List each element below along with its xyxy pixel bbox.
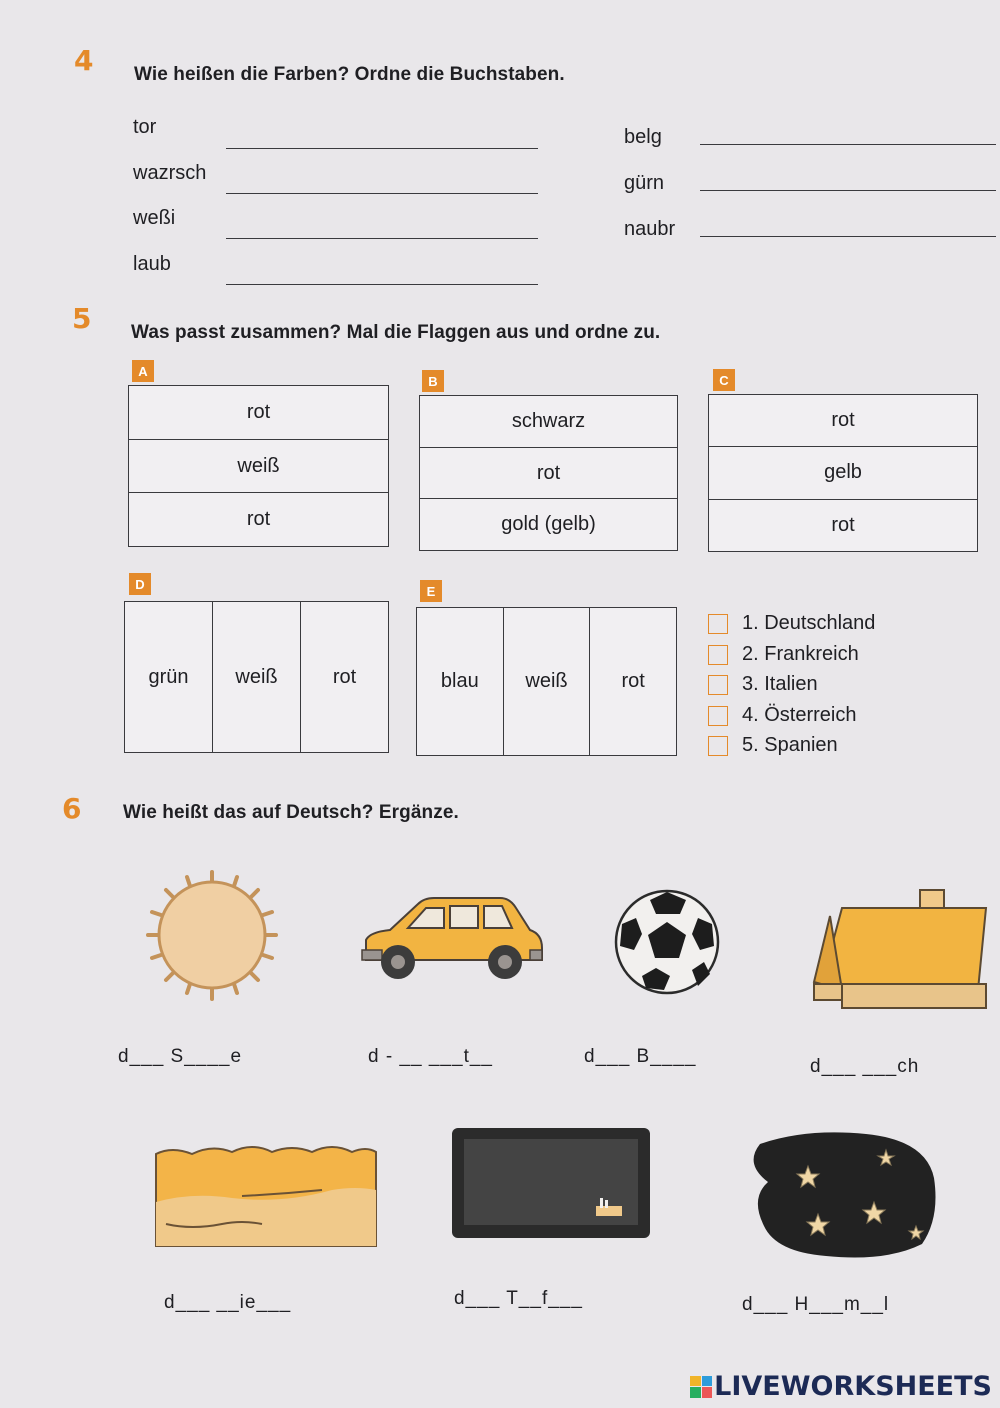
country-option-deutschland[interactable] bbox=[708, 612, 875, 635]
answer-line[interactable] bbox=[226, 284, 538, 285]
country-label: 3. Italien bbox=[742, 673, 818, 695]
liveworksheets-logo bbox=[690, 1371, 992, 1402]
flag-stripe[interactable]: gelb bbox=[709, 446, 977, 498]
answer-checkbox[interactable] bbox=[708, 645, 728, 665]
night-sky-picture bbox=[746, 1128, 938, 1260]
answer-checkbox[interactable] bbox=[708, 706, 728, 726]
answer-checkbox[interactable] bbox=[708, 614, 728, 634]
country-label: 1. Deutschland bbox=[742, 612, 876, 634]
meadow-picture bbox=[152, 1138, 380, 1250]
scrambled-word-wessi: weßi bbox=[133, 207, 176, 229]
word-gap-meadow[interactable]: d___ __ie___ bbox=[164, 1292, 292, 1313]
exercise-5-heading: Was passt zusammen? Mal die Flaggen aus und ordne zu. bbox=[131, 322, 661, 343]
flag-stripe[interactable]: grün bbox=[148, 665, 189, 688]
answer-checkbox[interactable] bbox=[708, 736, 728, 756]
exercise-5-number: 5 bbox=[72, 302, 92, 335]
answer-line[interactable] bbox=[226, 148, 538, 149]
word-gap-sun[interactable]: d___ S____e bbox=[118, 1046, 243, 1067]
ball-picture bbox=[612, 888, 722, 996]
flag-stripe[interactable]: weiß bbox=[129, 439, 388, 493]
answer-checkbox[interactable] bbox=[708, 675, 728, 695]
exercise-6-number: 6 bbox=[62, 792, 82, 825]
scrambled-word-naubr: naubr bbox=[624, 218, 676, 240]
liveworksheets-icon bbox=[690, 1376, 712, 1398]
car-picture bbox=[360, 888, 545, 983]
flag-stripe[interactable]: rot bbox=[831, 409, 855, 432]
flag-tag-c: C bbox=[713, 369, 735, 391]
scrambled-word-laub: laub bbox=[133, 253, 171, 275]
logo-text: LIVEWORKSHEETS bbox=[714, 1371, 992, 1402]
country-option-italien[interactable] bbox=[708, 673, 818, 696]
flag-stripe[interactable]: rot bbox=[129, 492, 388, 546]
flag-d[interactable] bbox=[124, 601, 389, 753]
flag-stripe[interactable]: rot bbox=[709, 499, 977, 551]
blackboard-picture bbox=[450, 1126, 652, 1240]
answer-line[interactable] bbox=[700, 144, 996, 145]
country-option-spanien[interactable] bbox=[708, 734, 838, 757]
flag-tag-a: A bbox=[132, 360, 154, 382]
flag-stripe[interactable]: rot bbox=[589, 608, 676, 755]
flag-stripe[interactable]: rot bbox=[300, 602, 388, 752]
exercise-4-number: 4 bbox=[74, 44, 94, 77]
word-gap-ball[interactable]: d___ B____ bbox=[584, 1046, 697, 1067]
country-label: 5. Spanien bbox=[742, 734, 838, 756]
answer-line[interactable] bbox=[700, 190, 996, 191]
flag-stripe[interactable]: schwarz bbox=[511, 409, 586, 432]
flag-c[interactable] bbox=[708, 394, 978, 552]
roof-picture bbox=[812, 886, 990, 1010]
flag-tag-d: D bbox=[129, 573, 151, 595]
flag-stripe[interactable]: blau bbox=[440, 670, 479, 692]
flag-a[interactable] bbox=[128, 385, 389, 547]
flag-stripe[interactable]: rot bbox=[420, 447, 677, 499]
word-gap-night-sky[interactable]: d___ H___m__l bbox=[742, 1294, 890, 1315]
flag-e[interactable] bbox=[416, 607, 677, 756]
word-gap-roof[interactable]: d___ ___ch bbox=[810, 1056, 920, 1077]
country-label: 4. Österreich bbox=[742, 704, 857, 726]
scrambled-word-guern: gürn bbox=[624, 172, 665, 194]
country-option-frankreich[interactable] bbox=[708, 643, 859, 666]
flag-stripe[interactable]: rot bbox=[246, 400, 271, 423]
flag-tag-b: B bbox=[422, 370, 444, 392]
answer-line[interactable] bbox=[700, 236, 996, 237]
country-option-oesterreich[interactable] bbox=[708, 704, 856, 727]
flag-stripe[interactable]: weiß bbox=[503, 608, 590, 755]
flag-b[interactable] bbox=[419, 395, 678, 551]
exercise-6-heading: Wie heißt das auf Deutsch? Ergänze. bbox=[123, 802, 459, 823]
answer-line[interactable] bbox=[226, 238, 538, 239]
sun-picture bbox=[140, 868, 285, 1003]
scrambled-word-tor: tor bbox=[133, 116, 157, 138]
country-label: 2. Frankreich bbox=[742, 643, 859, 665]
word-gap-car[interactable]: d - __ ___t__ bbox=[368, 1046, 493, 1067]
flag-tag-e: E bbox=[420, 580, 442, 602]
flag-stripe[interactable]: weiß bbox=[212, 602, 300, 752]
scrambled-word-belg: belg bbox=[624, 126, 662, 148]
flag-stripe[interactable]: gold (gelb) bbox=[420, 498, 677, 550]
answer-line[interactable] bbox=[226, 193, 538, 194]
exercise-4-heading: Wie heißen die Farben? Ordne die Buchstaben. bbox=[134, 64, 565, 85]
word-gap-blackboard[interactable]: d___ T__f___ bbox=[454, 1288, 583, 1309]
scrambled-word-wazrsch: wazrsch bbox=[133, 162, 207, 184]
